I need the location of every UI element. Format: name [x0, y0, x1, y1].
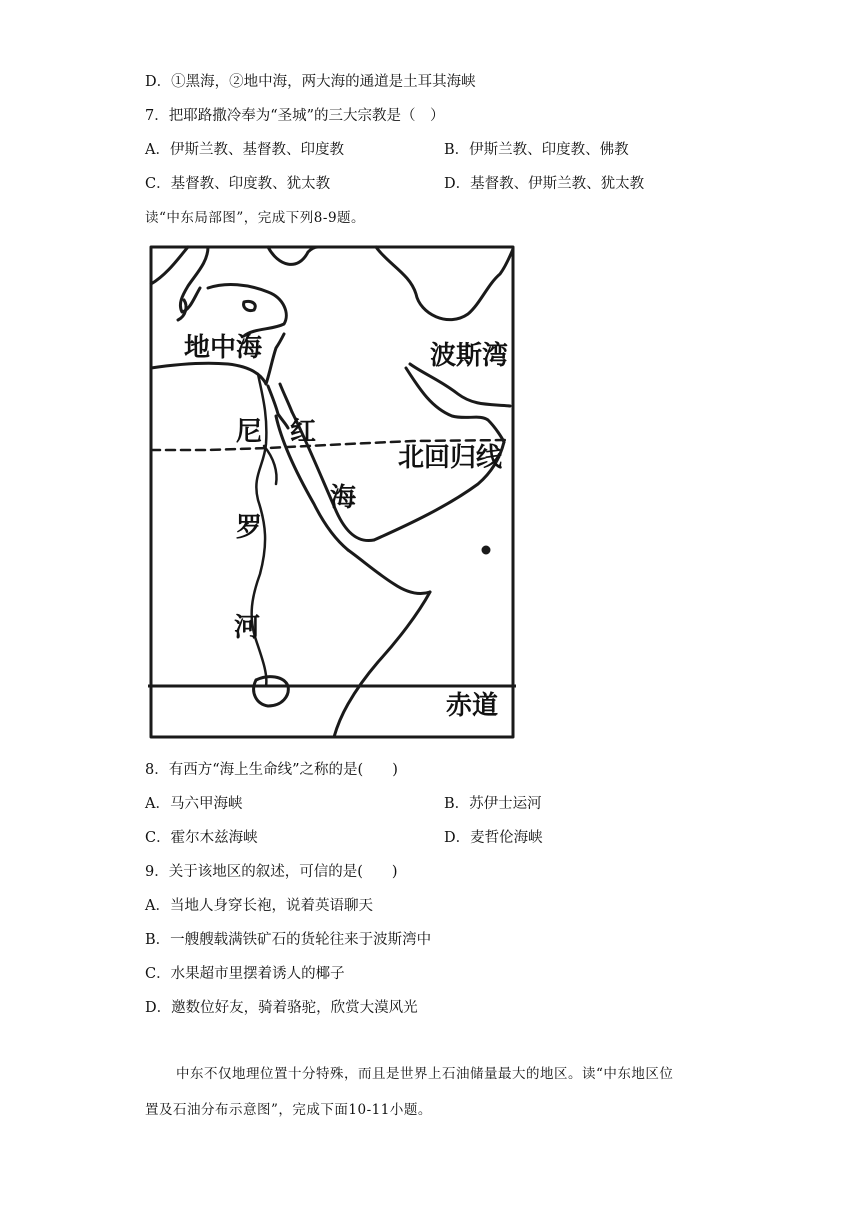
q9-option-d: D．邀数位好友，骑着骆驼，欣赏大漠风光	[145, 1000, 418, 1016]
q8-stem: 8．有西方“海上生命线”之称的是( )	[145, 762, 398, 778]
q9-option-b: B．一艘艘载满铁矿石的货轮往来于波斯湾中	[145, 932, 432, 948]
label-persian-gulf: 波斯湾	[430, 341, 509, 371]
q9-option-a: A．当地人身穿长袍，说着英语聊天	[145, 898, 373, 914]
caspian-coast	[376, 247, 513, 320]
lake-victoria	[254, 677, 289, 706]
island-cyprus	[244, 301, 256, 310]
label-mediterranean: 地中海	[184, 333, 263, 363]
levant-coast	[266, 334, 284, 384]
middle-east-map	[148, 244, 516, 740]
q8-option-c: C．霍尔木兹海峡	[145, 830, 258, 846]
horn-of-africa	[348, 550, 430, 594]
q7-option-a: A．伊斯兰教、基督教、印度教	[145, 142, 344, 158]
egypt-north-coast	[151, 363, 266, 384]
socotra-dot	[483, 547, 489, 553]
q9-stem: 9．关于该地区的叙述，可信的是( )	[145, 864, 398, 880]
q7-option-c: C．基督教、印度教、犹太教	[145, 176, 331, 192]
q7-stem: 7．把耶路撒冷奉为“圣城”的三大宗教是（ ）	[145, 108, 445, 124]
east-africa-coast	[334, 592, 430, 737]
black-sea-south	[268, 247, 318, 264]
intro-8-9: 读“中东局部图”，完成下列8-9题。	[145, 210, 366, 226]
aqaba-gulf	[280, 384, 292, 412]
q8-option-b: B．苏伊士运河	[444, 796, 542, 812]
label-nile-3: 河	[234, 613, 261, 643]
q7-option-d: D．基督教、伊斯兰教、犹太教	[444, 176, 645, 192]
label-red-sea-1: 红	[290, 417, 317, 447]
q8-option-d: D．麦哲伦海峡	[444, 830, 543, 846]
q6-option-d: D．①黑海，②地中海，两大海的通道是土耳其海峡	[145, 74, 476, 90]
label-nile-1: 尼	[236, 417, 263, 447]
q8-option-a: A．马六甲海峡	[145, 796, 243, 812]
label-tropic: 北回归线	[398, 443, 503, 473]
europe-coast	[151, 247, 188, 284]
label-red-sea-2: 海	[330, 483, 357, 513]
passage-line-2: 置及石油分布示意图”，完成下面10-11小题。	[145, 1102, 432, 1118]
q7-option-b: B．伊斯兰教、印度教、佛教	[444, 142, 629, 158]
label-nile-2: 罗	[236, 513, 263, 543]
label-equator: 赤道	[446, 691, 499, 721]
q9-option-c: C．水果超市里摆着诱人的椰子	[145, 966, 345, 982]
passage-line-1: 中东不仅地理位置十分特殊，而且是世界上石油储量最大的地区。读“中东地区位	[176, 1066, 674, 1082]
